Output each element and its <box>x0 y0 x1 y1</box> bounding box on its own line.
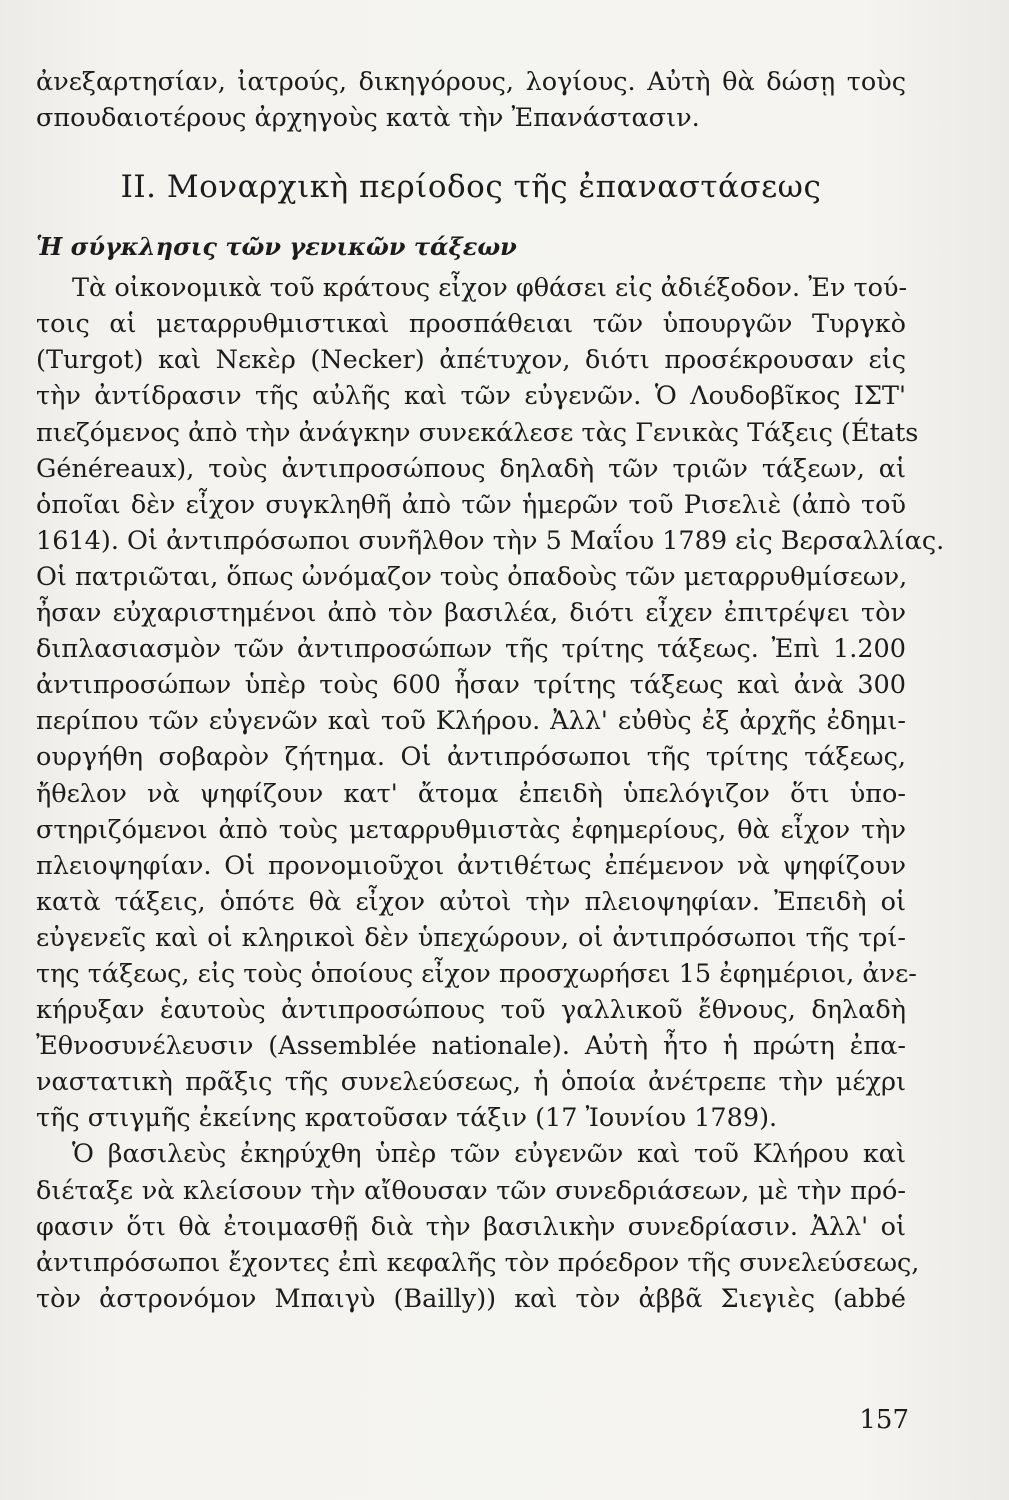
text-line: ἤθελον νὰ ψηφίζουν κατ' ἄτομα ἐπειδὴ ὑπελόγιζον ὅτι ὑπο- <box>36 778 906 809</box>
text-line: τῆς στιγμῆς ἐκείνης κρατοῦσαν τάξιν (17 Ἰουνίου 1789). <box>36 1103 778 1134</box>
intro-text <box>36 64 906 136</box>
text-line: Τὰ οἰκονομικὰ τοῦ κράτους εἶχον φθάσει εἰς ἀδιέξοδον. Ἐν τού- <box>72 273 908 304</box>
text-line: πλειοψηφίαν. Οἱ προνομιοῦχοι ἀντιθέτως ἐπέμενον νὰ ψηφίζουν <box>36 850 906 881</box>
text-line: πιεζόμενος ἀπὸ τὴν ἀνάγκην συνεκάλεσε τὰς Γενικὰς Τάξεις (États <box>36 417 919 448</box>
text-line: κατὰ τάξεις, ὁπότε θὰ εἶχον αὐτοὶ τὴν πλειοψηφίαν. Ἐπειδὴ οἱ <box>36 886 906 917</box>
text-line: ἀνεξαρτησίαν, ἰατρούς, δικηγόρους, λογίους. Αὐτὴ θὰ δώσῃ τοὺς <box>36 67 906 97</box>
text-line: Ὁ βασιλεὺς ἐκηρύχθη ὑπὲρ τῶν εὐγενῶν καὶ τοῦ Κλήρου καὶ <box>72 1139 906 1170</box>
text-column <box>36 64 945 1317</box>
text-line: τὴν ἀντίδρασιν τῆς αὐλῆς καὶ τῶν εὐγενῶν. Ὁ Λουδοβῖκος ΙΣΤ' <box>36 381 906 412</box>
paragraph-2 <box>36 1136 920 1316</box>
page-number: 157 <box>859 1405 909 1435</box>
text-line: σπουδαιοτέρους ἀρχηγοὺς κατὰ τὴν Ἐπανάστασιν. <box>36 103 700 134</box>
text-line: Οἱ πατριῶται, ὅπως ὠνόμαζον τοὺς ὀπαδοὺς τῶν μεταρρυθμίσεων, <box>36 561 908 592</box>
text-line: ἀντιπροσώπων ὑπὲρ τοὺς 600 ἦσαν τρίτης τάξεως καὶ ἀνὰ 300 <box>36 670 906 701</box>
text-line: κήρυξαν ἑαυτοὺς ἀντιπροσώπους τοῦ γαλλικοῦ ἔθνους, δηλαδὴ <box>36 995 906 1026</box>
text-line: Généreaux), τοὺς ἀντιπροσώπους δηλαδὴ τῶν τριῶν τάξεων, αἱ <box>36 453 906 484</box>
text-line: (Turgot) καὶ Νεκὲρ (Necker) ἀπέτυχον, διότι προσέκρουσαν εἰς <box>36 345 906 376</box>
text-line: στηριζόμενοι ἀπὸ τοὺς μεταρρυθμιστὰς ἐφημερίους, θὰ εἶχον τὴν <box>36 814 906 845</box>
subsection-title: Ἡ σύγκλησις τῶν γενικῶν τάξεων <box>36 232 517 262</box>
text-line: περίπου τῶν εὐγενῶν καὶ τοῦ Κλήρου. Ἀλλ' εὐθὺς ἐξ ἀρχῆς ἐδημι- <box>36 706 906 737</box>
text-line: 1614). Οἱ ἀντιπρόσωποι συνῆλθον τὴν 5 Μαΐου 1789 εἰς Βερσαλλίας. <box>36 525 945 556</box>
paragraph-1 <box>36 270 945 1136</box>
text-line: φασιν ὅτι θὰ ἐτοιμασθῇ διὰ τὴν βασιλικὴν συνεδρίασιν. Ἀλλ' οἱ <box>36 1211 906 1242</box>
text-line: ἦσαν εὐχαριστημένοι ἀπὸ τὸν βασιλέα, διότι εἶχεν ἐπιτρέψει τὸν <box>36 598 906 629</box>
text-line: Ἐθνοσυνέλευσιν (Assemblée nationale). Αὐτὴ ἦτο ἡ πρώτη ἐπα- <box>36 1031 906 1062</box>
section-title: II. Μοναρχικὴ περίοδος τῆς ἐπαναστάσεως <box>120 169 822 206</box>
text-line: τὸν ἀστρονόμον Μπαιγὺ (Bailly)) καὶ τὸν ἀββᾶ Σιεγιὲς (abbé <box>36 1283 906 1314</box>
text-line: ναστατικὴ πρᾶξις τῆς συνελεύσεως, ἡ ὁποία ἀνέτρεπε τὴν μέχρι <box>36 1067 906 1098</box>
text-line: εὐγενεῖς καὶ οἱ κληρικοὶ δὲν ὑπεχώρουν, οἱ ἀντιπρόσωποι τῆς τρί- <box>36 922 906 953</box>
text-line: διέταξε νὰ κλείσουν τὴν αἴθουσαν τῶν συνεδριάσεων, μὲ τὴν πρό- <box>36 1175 906 1206</box>
text-line: ὁποῖαι δὲν εἶχον συγκληθῆ ἀπὸ τῶν ἡμερῶν τοῦ Ρισελιὲ (ἀπὸ τοῦ <box>36 489 906 520</box>
text-line: τοις αἱ μεταρρυθμιστικαὶ προσπάθειαι τῶν ὑπουργῶν Τυργκὸ <box>36 309 906 340</box>
text-line: ουργήθη σοβαρὸν ζήτημα. Οἱ ἀντιπρόσωποι τῆς τρίτης τάξεως, <box>36 742 906 773</box>
text-line: της τάξεως, εἰς τοὺς ὁποίους εἶχον προσχωρήσει 15 ἐφημέριοι, ἀνε- <box>36 958 917 989</box>
text-line: διπλασιασμὸν τῶν ἀντιπροσώπων τῆς τρίτης τάξεως. Ἐπὶ 1.200 <box>36 634 906 665</box>
text-line: ἀντιπρόσωποι ἔχοντες ἐπὶ κεφαλῆς τὸν πρόεδρον τῆς συνελεύσεως, <box>36 1247 920 1278</box>
